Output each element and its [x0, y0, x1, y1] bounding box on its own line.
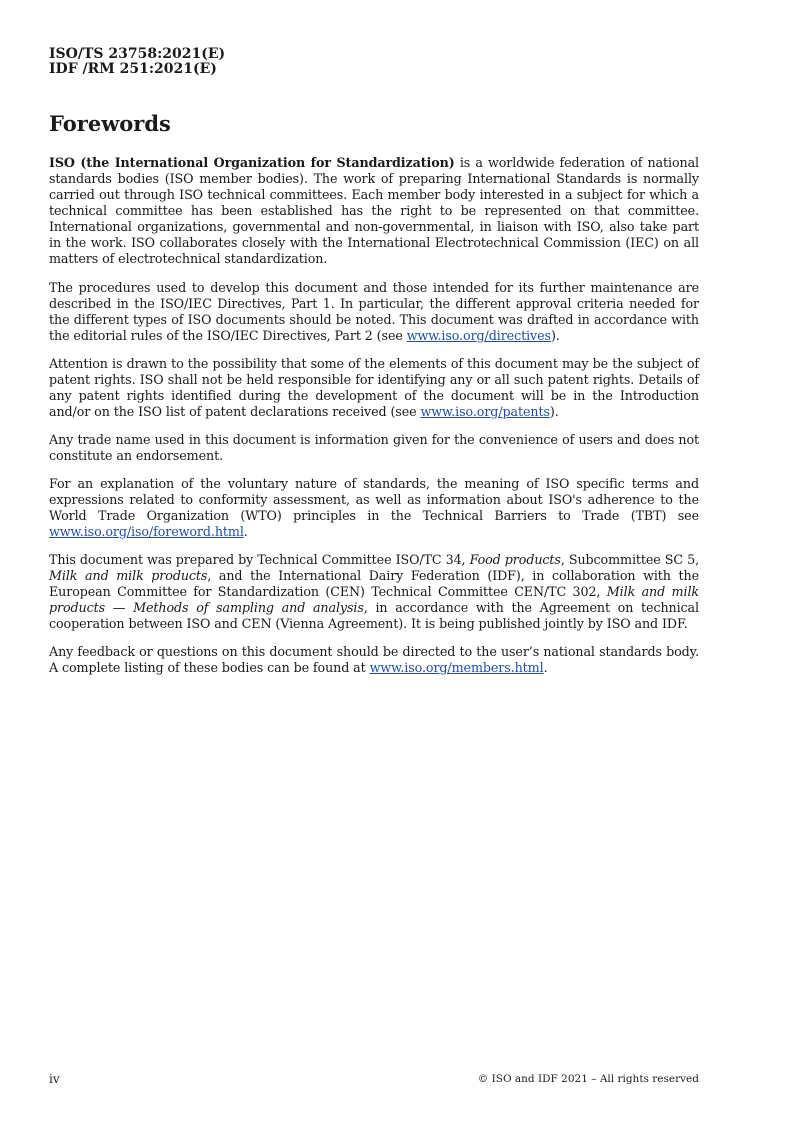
paragraph-end: ).	[549, 404, 559, 419]
patents-link[interactable]: www.iso.org/patents	[420, 404, 550, 419]
members-link[interactable]: www.iso.org/members.html	[369, 660, 544, 675]
paragraph-text: Attention is drawn to the possibility that some of the elements of this document may be the subject of patent rights. ISO shall not be held responsible for identifying any or all such patent rights. Details of any patent rights identified during the development of the document will be in the Introduction and/or on the ISO list of patent declarations received (see	[49, 356, 699, 419]
page-title: Forewords	[49, 111, 171, 136]
paragraph-text: Any trade name used in this document is information given for the convenience of users and does not constitute an endorsement.	[49, 432, 699, 463]
paragraph-end: .	[243, 524, 248, 539]
paragraph-text: This document was prepared by Technical Committee ISO/TC 34,	[49, 552, 470, 567]
directives-link[interactable]: www.iso.org/directives	[406, 328, 551, 343]
paragraph-trade-name	[49, 432, 699, 464]
paragraph-text: The procedures used to develop this document and those intended for its further maintenance are described in the ISO/IEC Directives, Part 1. In particular, the different approval criteria needed for the different types of ISO documents should be noted. This document was drafted in accordance with the editorial rules of the ISO/IEC Directives, Part 2 (see	[49, 280, 699, 343]
methods-sampling-italic: Milk and milk products — Methods of sampling and analysis	[49, 584, 699, 615]
paragraph-end: .	[543, 660, 548, 675]
paragraph-text: , in accordance with the Agreement on technical cooperation between ISO and CEN (Vienna Agreement). It is being published jointly by ISO and IDF.	[49, 600, 699, 631]
idf-number: IDF /RM 251:2021(E)	[49, 61, 217, 77]
paragraph-end: ).	[550, 328, 560, 343]
paragraph-iso-intro	[49, 155, 699, 267]
paragraph-committee	[49, 552, 699, 632]
paragraph-text: , Subcommittee SC 5,	[560, 552, 699, 567]
foreword-link[interactable]: www.iso.org/iso/foreword.html	[49, 524, 244, 539]
page-number: iv	[49, 1072, 60, 1086]
paragraph-text: , and the International Dairy Federation (IDF), in collaboration with the European Committee for Standardization (CEN) Technical Committee CEN/TC 302,	[49, 568, 699, 599]
document-header	[49, 47, 225, 77]
paragraph-text: is a worldwide federation of national standards bodies (ISO member bodies). The work of preparing International Standards is normally carried out through ISO technical committees. Each member body interested in a subject for which a technical committee has been established has the right to be represented on that committee. International organizations, governmental and non-governmental, in liaison with ISO, also take part in the work. ISO collaborates closely with the International Electrotechnical Commission (IEC) on all matters of electrotechnical standardization.	[49, 155, 699, 266]
paragraph-feedback	[49, 644, 699, 676]
paragraph-patents	[49, 356, 699, 420]
food-products-italic: Food products	[469, 552, 561, 567]
standard-number: ISO/TS 23758:2021(E)	[49, 46, 226, 62]
milk-products-italic: Milk and milk products	[49, 568, 208, 583]
iso-lead-text: ISO (the International Organization for Standardization)	[49, 155, 455, 170]
copyright-notice: © ISO and IDF 2021 – All rights reserved	[477, 1073, 699, 1085]
paragraph-voluntary-nature	[49, 476, 699, 540]
paragraph-text: For an explanation of the voluntary nature of standards, the meaning of ISO specific terms and expressions related to conformity assessment, as well as information about ISO's adherence to the World Trade Organization (WTO) principles in the Technical Barriers to Trade (TBT) see	[49, 476, 699, 523]
foreword-body	[49, 155, 699, 688]
paragraph-procedures	[49, 280, 699, 344]
paragraph-text: Any feedback or questions on this document should be directed to the user’s national standards body. A complete listing of these bodies can be found at	[49, 644, 699, 675]
